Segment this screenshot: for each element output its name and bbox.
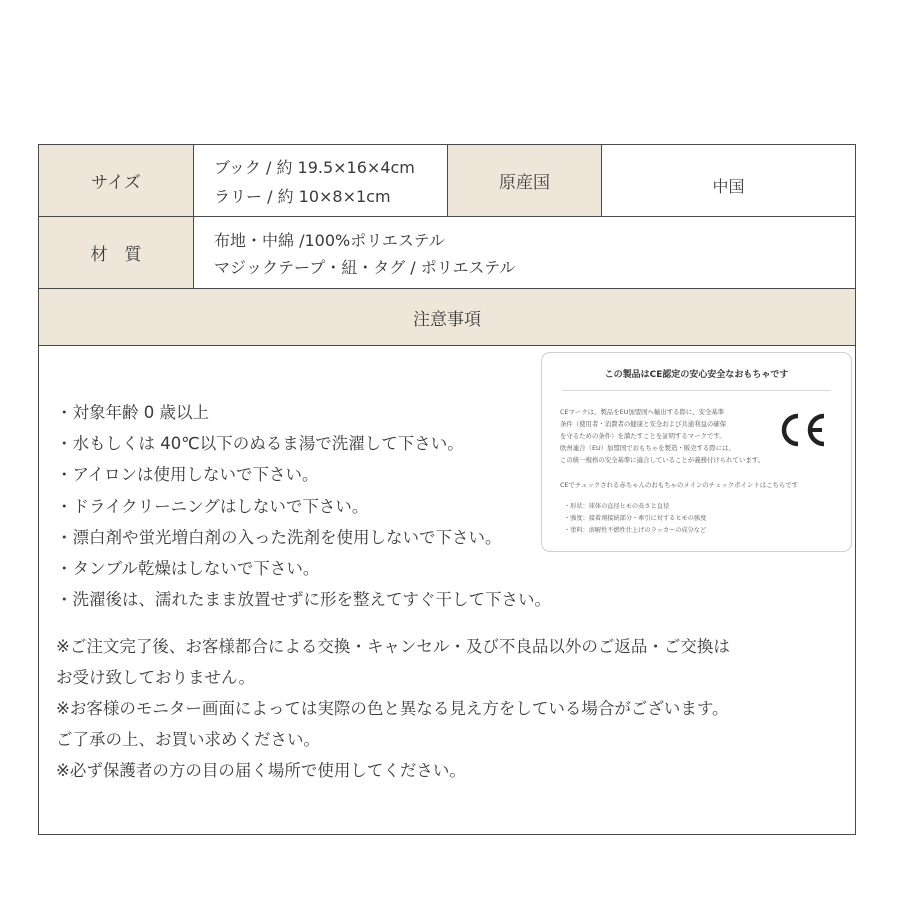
disclaimer-line: ※お客様のモニター画面によっては実際の色と異なる見え方をしている場合がございます。 — [56, 699, 729, 718]
material-label: 材 質 — [90, 245, 142, 265]
material-value-fabric: 布地・中綿 /100%ポリエステル — [214, 230, 445, 250]
ce-description-line: 条件（使用者・消費者の健康と安全および共通利益の確保 — [560, 420, 727, 428]
ce-check-point: ・形状：球体の直径ヒモの長さと直径 — [564, 503, 670, 510]
caution-item: ・ドライクリーニングはしないで下さい。 — [56, 496, 369, 516]
caution-item: ・アイロンは使用しないで下さい。 — [56, 465, 319, 485]
disclaimer-line: ※必ず保護者の方の目の届く場所で使用してください。 — [56, 761, 466, 780]
size-value-book: ブック / 約 19.5×16×4cm — [214, 157, 415, 177]
product-spec-frame — [38, 144, 856, 835]
divider-row2 — [39, 288, 855, 289]
caution-item: ・対象年齢 0 歳以上 — [56, 403, 209, 422]
ce-description-line: CEマークは、製品をEU加盟国へ輸出する際に、安全基準 — [560, 408, 725, 416]
ce-description-line: この統一規格の安全基準に適合していることが義務付けられています。 — [560, 456, 764, 464]
disclaimer-line: ※ご注文完了後、お客様都合による交換・キャンセル・及び不良品以外のご返品・ご交換は — [56, 637, 730, 656]
divider-row1 — [39, 216, 855, 217]
material-value-fasteners: マジックテープ・紐・タグ / ポリエステル — [214, 257, 516, 277]
disclaimer-line: お受け致しておりません。 — [56, 668, 255, 687]
size-value-rally: ラリー / 約 10×8×1cm — [214, 186, 391, 206]
caution-list — [56, 397, 551, 615]
divider-row3 — [39, 345, 855, 346]
ce-mark-icon — [778, 410, 830, 450]
ce-description-line: 欧州連合（EU）加盟国でおもちゃを製造・販売する際には、 — [560, 444, 735, 452]
ce-card-title: この製品はCE認定の安心安全なおもちゃです — [604, 370, 789, 380]
ce-check-point: ・強度：接着剤接続部分・牽引に対するヒモの強度 — [564, 515, 707, 522]
disclaimer-list — [56, 631, 730, 786]
origin-label-cell — [448, 145, 601, 216]
ce-description — [560, 406, 765, 466]
size-label-cell — [39, 145, 193, 216]
material-label-cell — [39, 217, 193, 288]
ce-description-line: を守るための条件）を満たすことを証明するマークです。 — [560, 432, 726, 440]
ce-check-intro: CEでチェックされる赤ちゃんのおもちゃのメインのチェックポイントはこちらです — [560, 481, 798, 489]
ce-check-points — [564, 501, 706, 537]
caution-title: 注意事項 — [413, 309, 481, 330]
caution-item: ・水もしくは 40℃以下のぬるま湯で洗濯して下さい。 — [56, 434, 464, 454]
divider-col3 — [601, 145, 602, 216]
disclaimer-line: ご了承の上、お買い求めください。 — [56, 730, 320, 749]
size-label: サイズ — [91, 173, 141, 193]
caution-item: ・漂白剤や蛍光増白剤の入った洗剤を使用しないで下さい。 — [56, 527, 502, 547]
caution-item: ・タンブル乾燥はしないで下さい。 — [56, 559, 320, 579]
ce-certification-card — [541, 352, 852, 552]
origin-value: 中国 — [712, 177, 745, 196]
divider-col1 — [193, 145, 194, 288]
caution-header — [39, 289, 855, 345]
ce-card-divider — [562, 390, 831, 391]
divider-col2 — [447, 145, 448, 216]
ce-check-point: ・塗料：溶解性不燃性仕上げのラッカーの成分など — [564, 527, 707, 534]
caution-item: ・洗濯後は、濡れたまま放置せずに形を整えてすぐ干して下さい。 — [56, 590, 551, 610]
size-value-cell — [194, 145, 447, 216]
origin-value-cell — [602, 145, 855, 216]
origin-label: 原産国 — [499, 173, 550, 193]
material-value-cell — [194, 217, 855, 288]
